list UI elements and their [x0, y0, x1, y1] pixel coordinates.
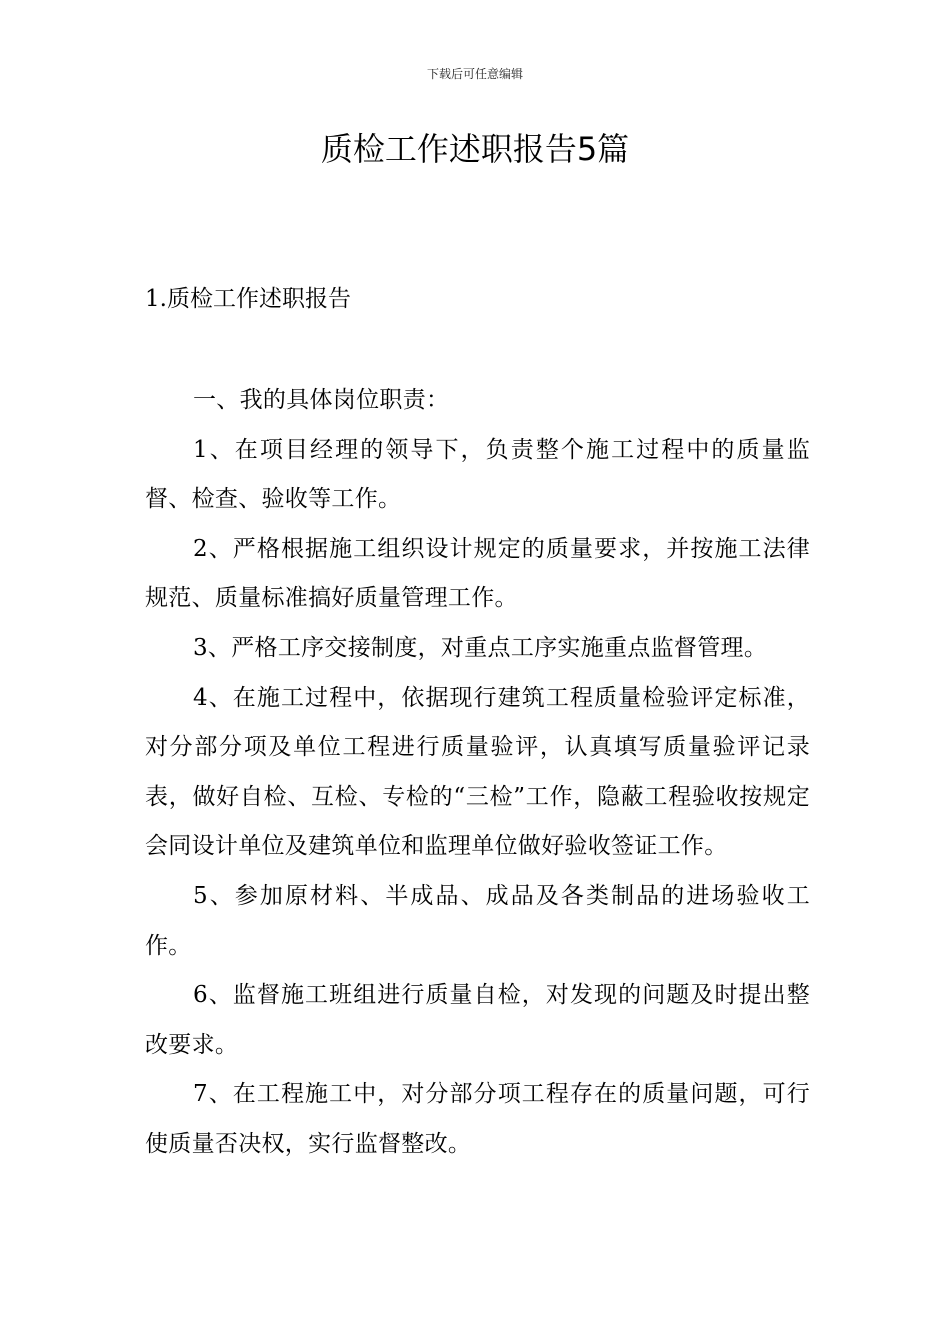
header-note: 下载后可任意编辑 [426, 67, 523, 81]
section-heading: 1.质检工作述职报告 [145, 286, 351, 312]
paragraph-item-3: 3、严格工序交接制度，对重点工序实施重点监督管理。 [193, 634, 768, 661]
paragraph-item-7: 7、在工程施工中，对分部分项工程存在的质量问题，可行使质量否决权，实行监督整改。 [145, 1081, 810, 1157]
paragraph-item-6: 6、监督施工班组进行质量自检，对发现的问题及时提出整改要求。 [145, 982, 810, 1058]
paragraph-duties-heading: 一、我的具体岗位职责： [193, 387, 450, 413]
paragraph-item-2: 2、严格根据施工组织设计规定的质量要求，并按施工法律规范、质量标准搞好质量管理工作。 [145, 535, 810, 612]
paragraph-item-5: 5、参加原材料、半成品、成品及各类制品的进场验收工作。 [145, 882, 810, 959]
paragraph-item-4: 4、在施工过程中，依据现行建筑工程质量检验评定标准，对分部分项及单位工程进行质量验评，认真填写质量验评记录表，做好自检、互检、专检的“三检”工作，隐蔽工程验收按规定会同设计单位及建筑单位和监理单位做好验收签证工作。 [145, 684, 810, 860]
document-title: 质检工作述职报告5篇 [320, 130, 630, 168]
paragraph-item-1: 1、在项目经理的领导下，负责整个施工过程中的质量监督、检查、验收等工作。 [145, 436, 810, 513]
body-text [145, 376, 810, 1170]
